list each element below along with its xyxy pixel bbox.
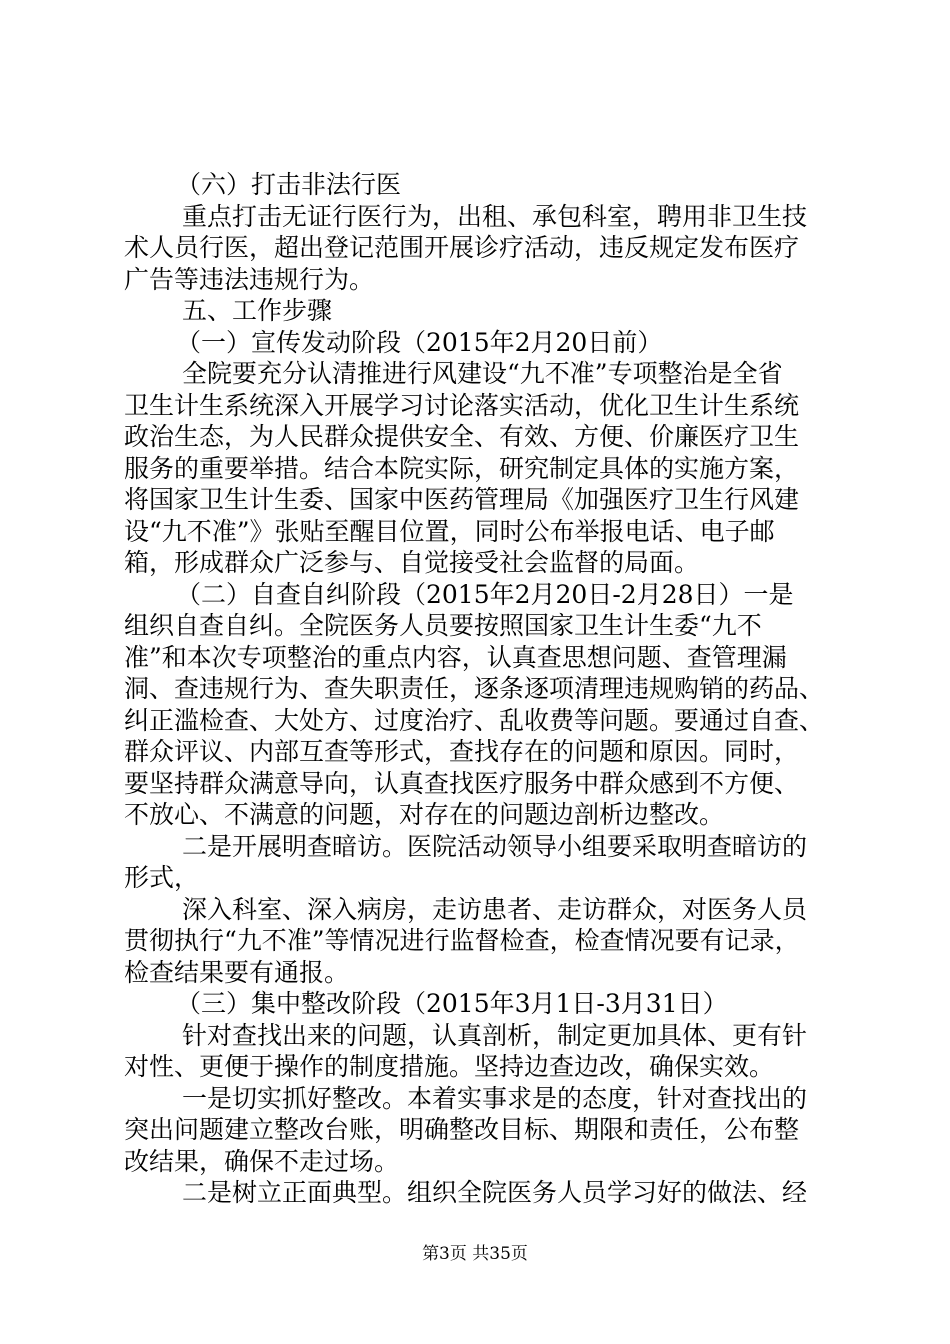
paragraph-line: 不放心、不满意的问题，对存在的问题边剖析边整改。 xyxy=(124,800,725,829)
paragraph-line: 改结果，确保不走过场。 xyxy=(124,1146,400,1176)
paragraph-line: 服务的重要举措。结合本院实际，研究制定具体的实施方案， xyxy=(124,453,800,483)
paragraph-line: 一是切实抓好整改。本着实事求是的态度，针对查找出的 xyxy=(182,1083,808,1113)
paragraph-line: 群众评议、内部互查等形式，查找存在的问题和原因。同时， xyxy=(124,737,800,766)
paragraph-line: 术人员行医，超出登记范围开展诊疗活动，违反规定发布医疗 xyxy=(124,233,800,262)
section-heading: （一）宣传发动阶段（2015年2月20日前） xyxy=(176,327,663,357)
paragraph-line: 全院要充分认清推进行风建设“九不准”专项整治是全省 xyxy=(182,359,783,388)
section-heading: （三）集中整改阶段（2015年3月1日-3月31日） xyxy=(176,989,728,1018)
paragraph-line: 贯彻执行“九不准”等情况进行监督检查，检查情况要有记录， xyxy=(124,926,800,955)
paragraph-line: 准”和本次专项整治的重点内容，认真查思想问题、查管理漏 xyxy=(124,642,787,672)
paragraph-line: 组织自查自纠。全院医务人员要按照国家卫生计生委“九不 xyxy=(124,611,762,640)
document-body xyxy=(124,169,834,1209)
paragraph-line: 二是树立正面典型。组织全院医务人员学习好的做法、经 xyxy=(182,1178,808,1207)
paragraph-line: 二是开展明查暗访。医院活动领导小组要采取明查暗访的 xyxy=(182,831,808,861)
section-heading: （二）自查自纠阶段（2015年2月20日-2月28日）一是 xyxy=(176,579,794,609)
paragraph-line: 重点打击无证行医行为，出租、承包科室，聘用非卫生技 xyxy=(182,201,808,231)
paragraph-line: 要坚持群众满意导向，认真查找医疗服务中群众感到不方便、 xyxy=(124,768,800,798)
section-heading: （六）打击非法行医 xyxy=(176,170,402,199)
paragraph-line: 广告等违法违规行为。 xyxy=(124,264,375,294)
paragraph-line: 针对查找出来的问题，认真剖析，制定更加具体、更有针 xyxy=(182,1020,808,1050)
paragraph-line: 政治生态，为人民群众提供安全、有效、方便、价廉医疗卫生 xyxy=(124,422,800,451)
paragraph-line: 检查结果要有通报。 xyxy=(124,957,350,987)
paragraph-line: 形式， xyxy=(124,863,200,892)
paragraph-line: 突出问题建立整改台账，明确整改目标、期限和责任，公布整 xyxy=(124,1115,800,1144)
paragraph-line: 设“九不准”》张贴至醒目位置，同时公布举报电话、电子邮 xyxy=(124,516,775,546)
paragraph-line: 对性、更便于操作的制度措施。坚持边查边改，确保实效。 xyxy=(124,1052,775,1081)
page-number-footer: 第3页 共35页 xyxy=(422,1244,528,1264)
paragraph-line: 深入科室、深入病房，走访患者、走访群众，对医务人员 xyxy=(182,894,808,924)
paragraph-line: 洞、查违规行为、查失职责任，逐条逐项清理违规购销的药品、 xyxy=(124,674,825,703)
paragraph-line: 箱，形成群众广泛参与、自觉接受社会监督的局面。 xyxy=(124,548,700,577)
paragraph-line: 将国家卫生计生委、国家中医药管理局《加强医疗卫生行风建 xyxy=(124,485,800,514)
paragraph-line: 卫生计生系统深入开展学习讨论落实活动，优化卫生计生系统 xyxy=(124,390,800,420)
section-heading: 五、工作步骤 xyxy=(182,296,333,325)
paragraph-line: 纠正滥检查、大处方、过度治疗、乱收费等问题。要通过自查、 xyxy=(124,705,825,735)
